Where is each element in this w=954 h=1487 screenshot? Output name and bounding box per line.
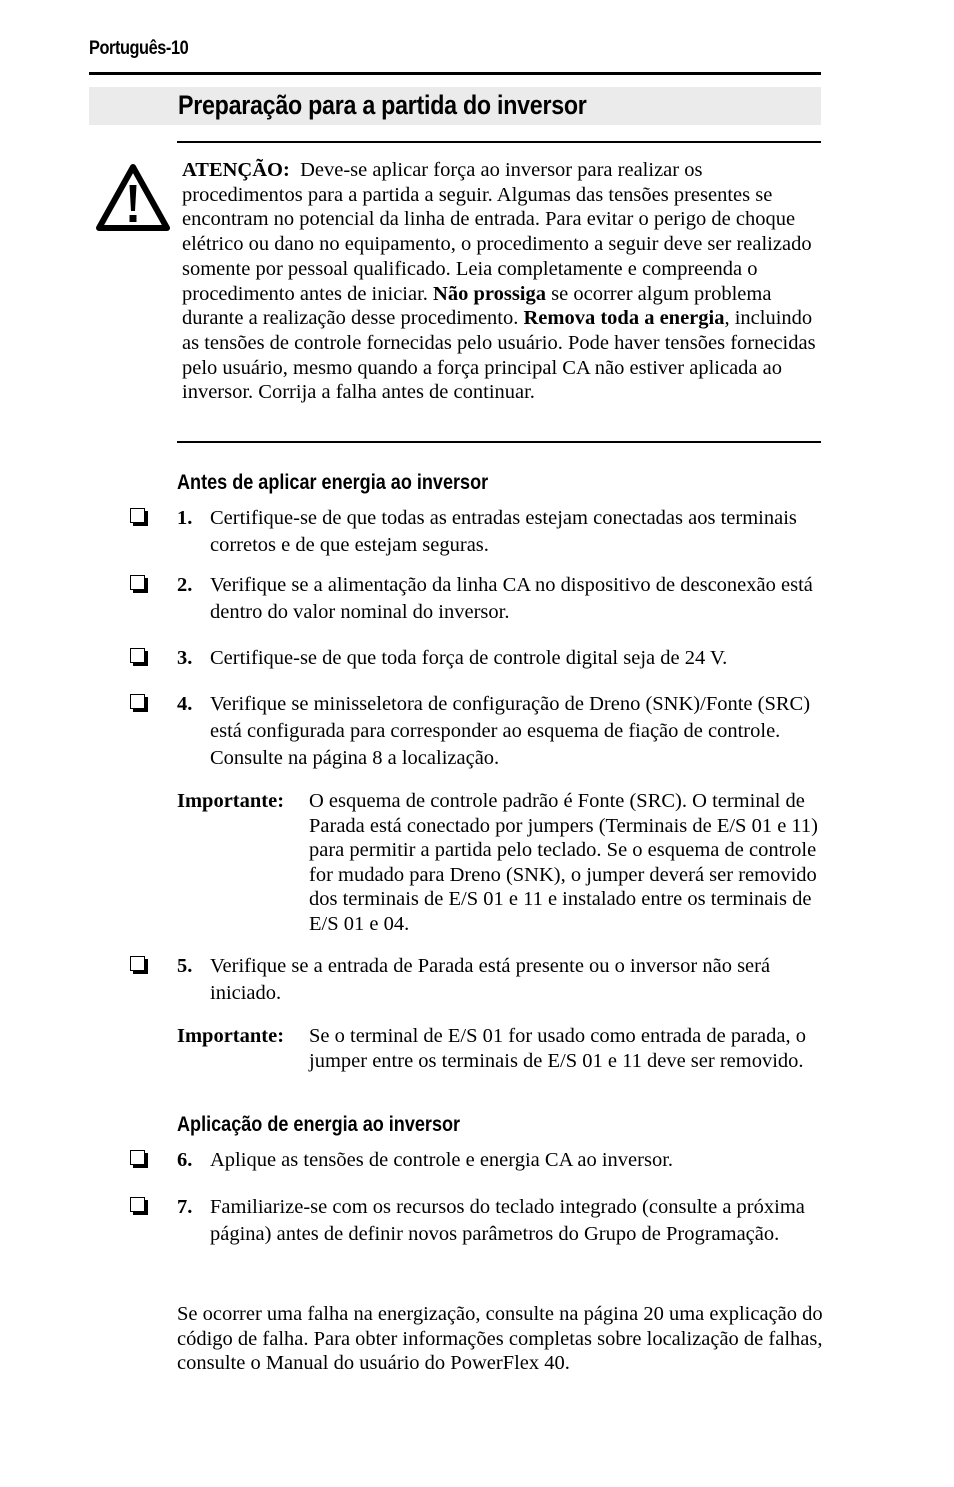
section-heading-applying-power: Aplicação de energia ao inversor <box>177 1112 461 1136</box>
attention-text <box>182 158 822 405</box>
warning-rule-bottom <box>177 441 821 443</box>
attention-text-3: , incluindo as tensões de controle fornecidas pelo usuário. Pode haver tensões fornecidas pelo usuário, mesmo quando a força principal CA não estiver aplicada ao inversor. Corrija a falha antes de continuar. <box>182 307 816 404</box>
warning-rule-top <box>177 141 821 143</box>
title-band <box>89 87 821 125</box>
checkbox-icon[interactable] <box>130 575 145 590</box>
note-label: Importante: <box>177 1025 285 1047</box>
closing-paragraph: Se ocorrer uma falha na energização, consulte na página 20 uma explicação do código de falha. Para obter informações completas sobre localização de falhas, consulte o Manual do usuário do PowerFlex 40. <box>177 1303 823 1375</box>
step-text: Verifique se minisseletora de configuração de Dreno (SNK)/Fonte (SRC) está configurada para corresponder ao esquema de fiação de controle. Consulte na página 8 a localização. <box>210 693 811 769</box>
checkbox-icon[interactable] <box>130 1197 145 1212</box>
step-number: 6. <box>177 1149 193 1171</box>
step-number: 1. <box>177 507 193 529</box>
attention-text-1: Deve-se aplicar força ao inversor para realizar os procedimentos para a partida a seguir. Algumas das tensões presentes se encontram no potencial da linha de entrada. Para evitar o perigo de choque elétrico ou dano no equipamento, o procedimento a seguir deve ser realizado somente por pessoal qualificado. Leia completamente e compreenda o procedimento antes de iniciar. <box>182 159 812 305</box>
warning-triangle-icon <box>96 163 170 233</box>
note-text: Se o terminal de E/S 01 for usado como entrada de parada, o jumper entre os terminais de E/S 01 e 11 deve ser removido. <box>309 1025 806 1072</box>
checkbox-icon[interactable] <box>130 508 145 523</box>
attention-label: ATENÇÃO: <box>182 159 290 181</box>
step-text: Aplique as tensões de controle e energia CA ao inversor. <box>210 1149 674 1171</box>
note-label: Importante: <box>177 790 285 812</box>
step-number: 5. <box>177 955 193 977</box>
step-text: Verifique se a alimentação da linha CA no dispositivo de desconexão está dentro do valor nominal do inversor. <box>210 574 813 623</box>
step-text: Verifique se a entrada de Parada está presente ou o inversor não será iniciado. <box>210 955 771 1004</box>
page-label: Português-10 <box>89 38 189 59</box>
attention-bold-1: Não prossiga <box>433 282 547 305</box>
step-number: 7. <box>177 1196 193 1218</box>
step-text: Certifique-se de que todas as entradas estejam conectadas aos terminais corretos e de que estejam seguras. <box>210 507 797 556</box>
checkbox-icon[interactable] <box>130 1150 145 1165</box>
checkbox-icon[interactable] <box>130 694 145 709</box>
attention-text-2: se ocorrer algum problema durante a realização desse procedimento. <box>182 282 772 330</box>
top-rule <box>89 72 821 75</box>
step-number: 2. <box>177 574 193 596</box>
note-text: O esquema de controle padrão é Fonte (SRC). O terminal de Parada está conectado por jumpers (Terminais de E/S 01 e 11) para permitir a partida pelo teclado. Se o esquema de controle for mudado para Dreno (SNK), o jumper deverá ser removido dos terminais de E/S 01 e 11 e instalado entre os terminais de E/S 01 e 04. <box>309 790 818 935</box>
section-heading-before-power: Antes de aplicar energia ao inversor <box>177 470 489 494</box>
page-title: Preparação para a partida do inversor <box>178 90 587 120</box>
step-number: 3. <box>177 647 193 669</box>
step-number: 4. <box>177 693 193 715</box>
step-text: Familiarize-se com os recursos do teclado integrado (consulte a próxima página) antes de definir novos parâmetros do Grupo de Programação. <box>210 1196 805 1245</box>
checkbox-icon[interactable] <box>130 956 145 971</box>
step-text: Certifique-se de que toda força de controle digital seja de 24 V. <box>210 647 728 669</box>
attention-bold-2: Remova toda a energia <box>523 307 725 330</box>
checkbox-icon[interactable] <box>130 648 145 663</box>
